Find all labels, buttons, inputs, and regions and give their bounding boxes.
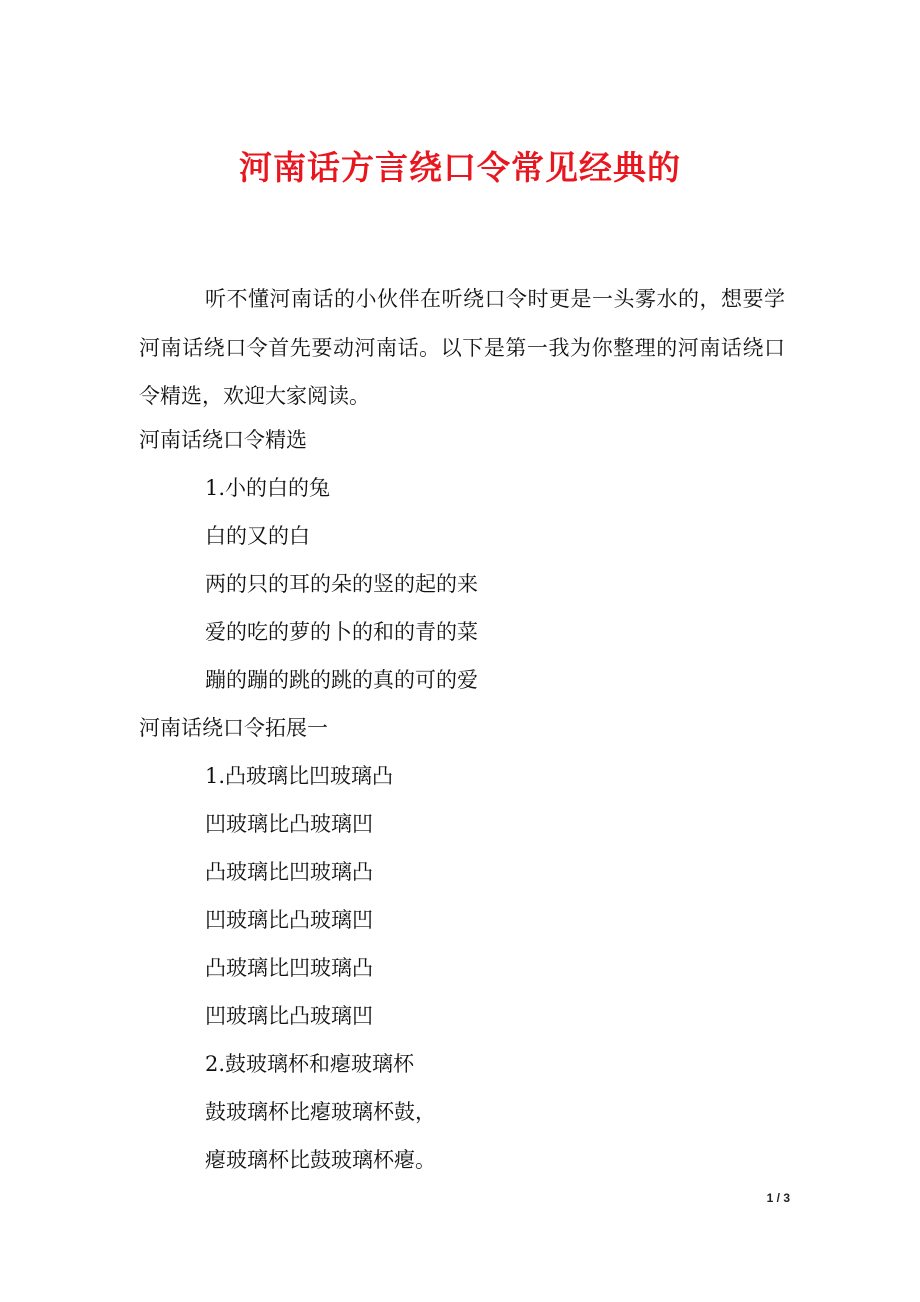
section-heading-extension: 河南话绕口令拓展一 xyxy=(139,716,328,740)
twister-line: 爱的吃的萝的卜的和的青的菜 xyxy=(205,620,478,644)
twister-line: 凹玻璃比凸玻璃凹 xyxy=(205,1004,373,1028)
twister-line: 凹玻璃比凸玻璃凹 xyxy=(205,812,373,836)
twister-line: 凸玻璃比凹玻璃凸 xyxy=(205,860,373,884)
twister-line: 白的又的白 xyxy=(205,524,310,548)
twister-line: 2.鼓玻璃杯和瘪玻璃杯 xyxy=(205,1052,415,1076)
twister-line: 凸玻璃比凹玻璃凸 xyxy=(205,956,373,980)
twister-line: 1.凸玻璃比凹玻璃凸 xyxy=(205,764,394,788)
page-number: 1 / 3 xyxy=(766,1191,790,1205)
twister-line: 凹玻璃比凸玻璃凹 xyxy=(205,908,373,932)
document-title: 河南话方言绕口令常见经典的 xyxy=(239,148,681,187)
intro-paragraph: 听不懂河南话的小伙伴在听绕口令时更是一头雾水的，想要学河南话绕口令首先要动河南话。以下是第一我为你整理的河南话绕口令精选，欢迎大家阅读。 xyxy=(139,287,785,408)
twister-line: 两的只的耳的朵的竖的起的来 xyxy=(205,572,478,596)
twister-line: 蹦的蹦的跳的跳的真的可的爱 xyxy=(205,668,478,692)
twister-line: 鼓玻璃杯比瘪玻璃杯鼓， xyxy=(205,1100,436,1124)
twister-line: 1.小的白的兔 xyxy=(205,476,331,500)
section-heading-selection: 河南话绕口令精选 xyxy=(139,428,307,452)
twister-line: 瘪玻璃杯比鼓玻璃杯瘪。 xyxy=(205,1148,436,1172)
